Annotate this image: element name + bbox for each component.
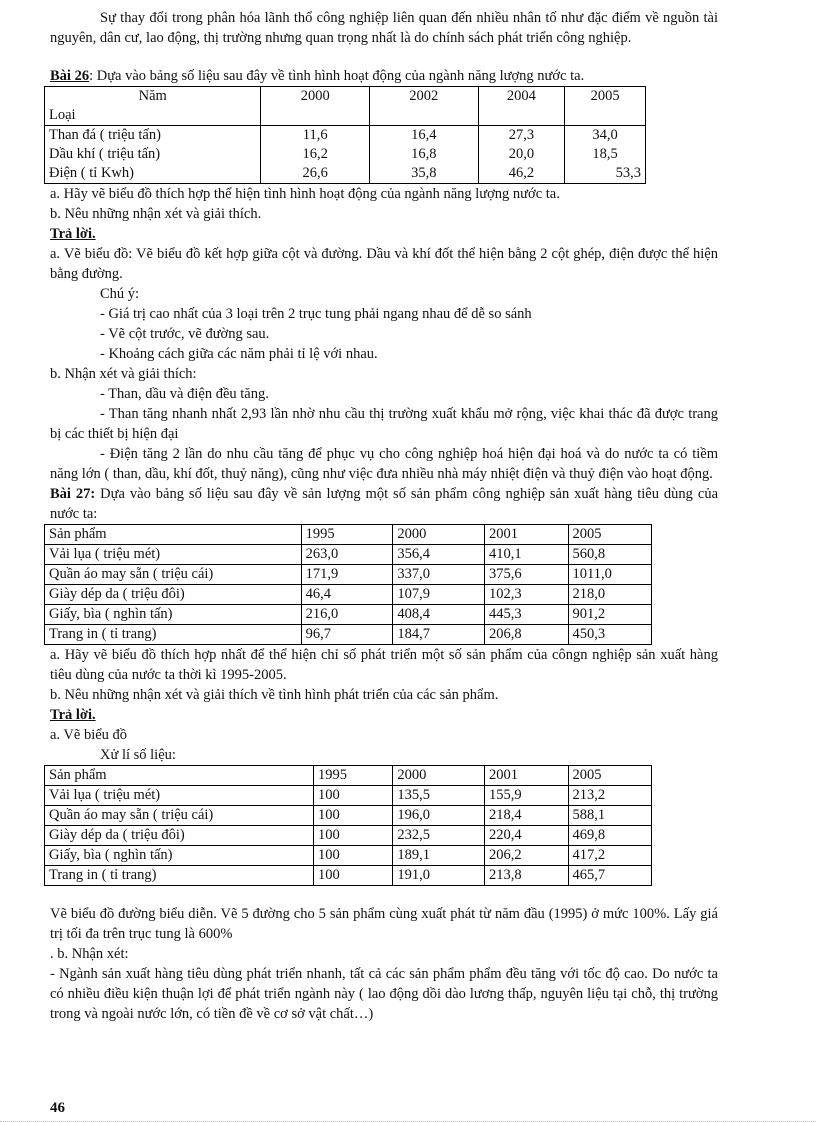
note-title: Chú ý:: [100, 286, 140, 302]
table-row: [45, 87, 646, 126]
table-row: [45, 545, 652, 565]
row-label: Giày dép da ( triệu đôi): [45, 826, 314, 846]
table-cell: 53,3: [565, 164, 646, 184]
table-cell: 337,0: [393, 565, 485, 585]
answer-26-b: b. Nhận xét và giải thích:: [50, 366, 197, 382]
chart-instruction: Vẽ biểu đồ đường biểu diễn. Vẽ 5 đường cho 5 sản phẩm cùng xuất phát từ năm đầu (1995) ở mức 100%. Lấy giá trị tối đa trên trục tung là 600%: [50, 906, 718, 942]
table-cell: 191,0: [393, 866, 485, 886]
header-cell: 2001: [485, 766, 568, 786]
header-cell: 2000: [393, 525, 485, 545]
table-cell: 232,5: [393, 826, 485, 846]
table-cell: 216,0: [301, 605, 393, 625]
comment-item: - Điện tăng 2 lần do nhu cầu tăng để phục vụ cho công nghiệp hoá hiện đại hoá và do nước ta có tiềm năng lớn ( than, dầu, khí đốt, thuỷ năng), cũng như việc đưa nhiều nhà máy nhiệt điện và thuỷ điện vào hoạt động.: [50, 446, 718, 482]
table-cell: 408,4: [393, 605, 485, 625]
table-row: [45, 164, 646, 184]
table-cell: 107,9: [393, 585, 485, 605]
header-cell: 2000: [393, 766, 485, 786]
energy-table: [44, 86, 646, 184]
table-cell: 445,3: [485, 605, 568, 625]
exercise-27-question: [50, 484, 718, 524]
table-cell: 18,5: [565, 145, 646, 164]
row-label: Điện ( tỉ Kwh): [45, 164, 261, 184]
page-number: 46: [50, 1100, 65, 1116]
table-row: [45, 585, 652, 605]
table-cell: 1011,0: [568, 565, 651, 585]
table-cell: 220,4: [485, 826, 568, 846]
exercise-26-question: [50, 66, 718, 86]
row-label: Vải lụa ( triệu mét): [45, 545, 302, 565]
table-cell: 588,1: [568, 806, 652, 826]
table-cell: 184,7: [393, 625, 485, 645]
row-label: Giày dép da ( triệu đôi): [45, 585, 302, 605]
note-item: - Vẽ cột trước, vẽ đường sau.: [100, 326, 270, 342]
table-cell: 469,8: [568, 826, 652, 846]
row-label: Trang in ( tỉ trang): [45, 625, 302, 645]
row-label: Giấy, bìa ( nghìn tấn): [45, 846, 314, 866]
table-cell: 417,2: [568, 846, 652, 866]
table-cell: 46,2: [478, 164, 565, 184]
table-row: [45, 786, 652, 806]
table-row: [45, 766, 652, 786]
table-cell: 46,4: [301, 585, 393, 605]
table-cell: 100: [313, 806, 392, 826]
table-cell: 196,0: [393, 806, 485, 826]
exercise-27-label: Bài 27:: [50, 486, 96, 502]
header-cell: 2005: [568, 766, 652, 786]
table-cell: 135,5: [393, 786, 485, 806]
table-row: [45, 826, 652, 846]
header-type-label: Loại: [49, 107, 76, 123]
table-cell: 206,8: [485, 625, 568, 645]
table-row: [45, 605, 652, 625]
header-cell: 2001: [485, 525, 568, 545]
table-cell: 213,8: [485, 866, 568, 886]
document-page: [50, 8, 718, 1024]
row-label: Dầu khí ( triệu tấn): [45, 145, 261, 164]
year-header: 2000: [261, 87, 370, 126]
table-cell: 100: [313, 846, 392, 866]
answer-26-a: a. Vẽ biểu đồ: Vẽ biểu đồ kết hợp giữa cột và đường. Dầu và khí đốt thể hiện bằng 2 cột ghép, điện được thể hiện bằng đường.: [50, 246, 718, 282]
year-header: 2005: [565, 87, 646, 126]
table-cell: 16,2: [261, 145, 370, 164]
comment-paragraph: - Ngành sản xuất hàng tiêu dùng phát triển nhanh, tất cả các sản phẩm phẩm đều tăng với tốc độ cao. Do nước ta có nhiều điều kiện thuận lợi để phát triển ngành này ( lao động dồi dào lương thấp, nguyên liệu tại chỗ, thị trường trong và ngoài nước lớn, có tiền đề về cơ sở vật chất…): [50, 966, 718, 1022]
header-cell: 2005: [568, 525, 651, 545]
table-cell: 26,6: [261, 164, 370, 184]
header-year-label: Năm: [138, 88, 167, 104]
header-cell: Sản phẩm: [45, 766, 314, 786]
table-cell: 356,4: [393, 545, 485, 565]
header-cell: Sản phẩm: [45, 525, 302, 545]
exercise-26-task-b: b. Nêu những nhận xét và giải thích.: [50, 206, 262, 222]
table-row: [45, 565, 652, 585]
table-cell: 100: [313, 826, 392, 846]
year-header: 2002: [369, 87, 478, 126]
production-table: [44, 524, 652, 645]
header-cell: 1995: [301, 525, 393, 545]
table-cell: 11,6: [261, 126, 370, 146]
table-cell: 34,0: [565, 126, 646, 146]
table-cell: 218,0: [568, 585, 651, 605]
exercise-26-text: : Dựa vào bảng số liệu sau đây về tình hình hoạt động của ngành năng lượng nước ta.: [89, 68, 585, 84]
table-cell: 16,8: [369, 145, 478, 164]
table-cell: 171,9: [301, 565, 393, 585]
note-item: - Khoảng cách giữa các năm phải tỉ lệ với nhau.: [100, 346, 378, 362]
table-cell: 410,1: [485, 545, 568, 565]
answer-heading: Trả lời.: [50, 226, 96, 242]
exercise-27-task-b: b. Nêu những nhận xét và giải thích về tình hình phát triển của các sản phẩm.: [50, 687, 499, 703]
table-row: [45, 625, 652, 645]
table-row: [45, 145, 646, 164]
process-title: Xử lí số liệu:: [100, 747, 176, 763]
table-cell: 901,2: [568, 605, 651, 625]
table-cell: 560,8: [568, 545, 651, 565]
comment-item: - Than tăng nhanh nhất 2,93 lần nhờ nhu cầu thị trường xuất khẩu mở rộng, việc khai thác đã được trang bị các thiết bị hiện đại: [50, 406, 718, 442]
table-cell: 155,9: [485, 786, 568, 806]
table-cell: 102,3: [485, 585, 568, 605]
comment-item: - Than, dầu và điện đều tăng.: [100, 386, 269, 402]
table-row: [45, 846, 652, 866]
table-row: [45, 126, 646, 146]
row-label: Vải lụa ( triệu mét): [45, 786, 314, 806]
table-row: [45, 806, 652, 826]
table-cell: 218,4: [485, 806, 568, 826]
table-cell: 213,2: [568, 786, 652, 806]
answer-heading: Trả lời.: [50, 707, 96, 723]
table-cell: 27,3: [478, 126, 565, 146]
table-cell: 189,1: [393, 846, 485, 866]
table-cell: 206,2: [485, 846, 568, 866]
answer-27-b: . b. Nhận xét:: [50, 946, 129, 962]
intro-paragraph: Sự thay đổi trong phân hóa lãnh thổ công nghiệp liên quan đến nhiều nhân tố như đặc điểm về nguồn tài nguyên, dân cư, lao động, thị trường nhưng quan trọng nhất là do chính sách phát triển công nghiệp.: [50, 10, 718, 46]
table-cell: 35,8: [369, 164, 478, 184]
table-row: [45, 525, 652, 545]
exercise-26-task-a: a. Hãy vẽ biểu đồ thích hợp thể hiện tình hình hoạt động của ngành năng lượng nước ta.: [50, 186, 560, 202]
table-cell: 96,7: [301, 625, 393, 645]
row-label: Giấy, bìa ( nghìn tấn): [45, 605, 302, 625]
row-label: Trang in ( tỉ trang): [45, 866, 314, 886]
exercise-26-label: Bài 26: [50, 68, 90, 84]
exercise-27-task-a: a. Hãy vẽ biểu đồ thích hợp nhất để thể hiện chỉ số phát triển một số sản phẩm của côngn nghiệp sản xuất hàng tiêu dùng của nước ta thời kì 1995-2005.: [50, 647, 718, 683]
table-cell: 20,0: [478, 145, 565, 164]
index-table: [44, 765, 652, 886]
year-header: 2004: [478, 87, 565, 126]
header-cell: 1995: [313, 766, 392, 786]
table-cell: 16,4: [369, 126, 478, 146]
table-cell: 465,7: [568, 866, 652, 886]
table-row: [45, 866, 652, 886]
table-cell: 450,3: [568, 625, 651, 645]
table-cell: 263,0: [301, 545, 393, 565]
row-label: Quần áo may sẵn ( triệu cái): [45, 565, 302, 585]
table-cell: 375,6: [485, 565, 568, 585]
exercise-27-text: Dựa vào bảng số liệu sau đây về sản lượng một số sản phẩm công nghiệp sản xuất hàng tiêu dùng của nước ta:: [50, 486, 719, 522]
row-label: Quần áo may sẵn ( triệu cái): [45, 806, 314, 826]
footer-divider: [0, 1121, 816, 1122]
table-cell: 100: [313, 786, 392, 806]
answer-27-a: a. Vẽ biểu đồ: [50, 727, 128, 743]
row-label: Than đá ( triệu tấn): [45, 126, 261, 146]
table-cell: 100: [313, 866, 392, 886]
note-item: - Giá trị cao nhất của 3 loại trên 2 trục tung phải ngang nhau để dễ so sánh: [100, 306, 532, 322]
table-corner-cell: [45, 87, 261, 126]
